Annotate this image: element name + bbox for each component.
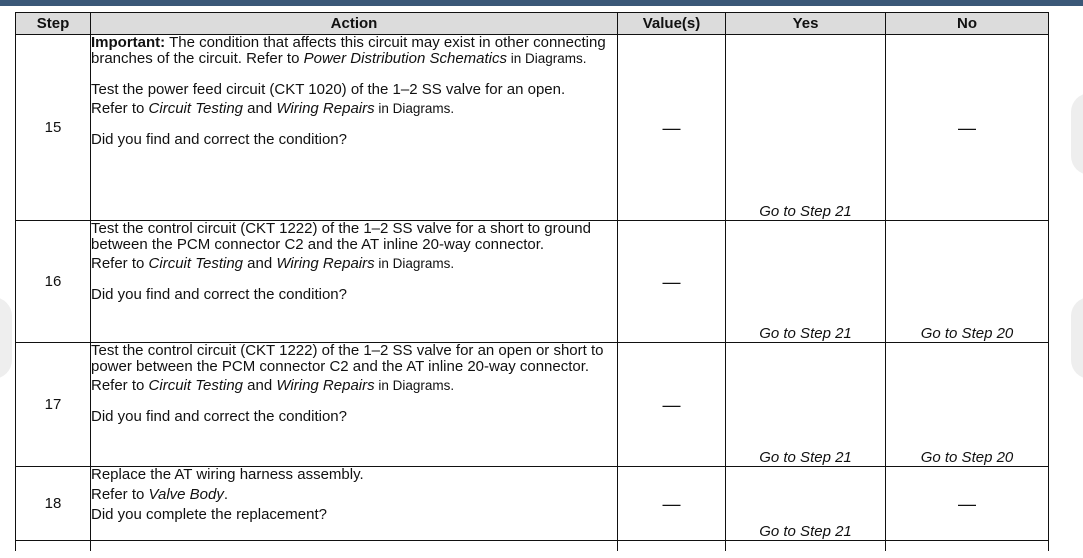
wiring-repairs-link: Wiring Repairs <box>276 255 375 272</box>
no-cell: Go to Step 20 <box>886 343 1049 467</box>
diagnostic-procedure-table <box>15 12 1049 551</box>
question: Did you find and correct the condition? <box>91 286 347 303</box>
header-no: No <box>886 13 1049 35</box>
table-row-partial <box>16 541 1049 552</box>
table-row <box>16 221 1049 343</box>
important-text: The condition that affects this circuit may exist in other connecting branches of the circuit. Refer to <box>91 34 606 67</box>
question: Did you complete the replacement? <box>91 506 327 523</box>
table-row <box>16 343 1049 467</box>
circuit-testing-link: Circuit Testing <box>148 100 244 117</box>
table-row <box>16 467 1049 541</box>
header-values: Value(s) <box>618 13 726 35</box>
action-cell <box>91 467 618 541</box>
yes-cell: Go to Step 21 <box>726 343 886 467</box>
action-cell <box>91 221 618 343</box>
top-window-bar <box>0 0 1083 6</box>
test-instruction: Test the power feed circuit (CKT 1020) of the 1–2 SS valve for an open. <box>91 81 566 98</box>
header-yes: Yes <box>726 13 886 35</box>
yes-cell: Go to Step 21 <box>726 221 886 343</box>
important-tail: in Diagrams. <box>507 51 587 66</box>
test-instruction: Test the control circuit (CKT 1222) of the 1–2 SS valve for a short to ground between the PCM connector C2 and the AT inline 20-way connector. <box>91 220 591 253</box>
header-step: Step <box>16 13 91 35</box>
wiring-repairs-link: Wiring Repairs <box>276 100 375 117</box>
important-label: Important: <box>91 34 166 51</box>
table-header-row <box>16 13 1049 35</box>
no-cell: — <box>886 35 1049 221</box>
header-action: Action <box>91 13 618 35</box>
yes-cell: Go to Step 21 <box>726 467 886 541</box>
valve-body-link: Valve Body <box>148 486 224 503</box>
wiring-repairs-link: Wiring Repairs <box>276 377 375 394</box>
action-cell <box>91 343 618 467</box>
step-number: 17 <box>16 343 91 467</box>
value-cell: — <box>618 35 726 221</box>
step-number: 15 <box>16 35 91 221</box>
circuit-testing-link: Circuit Testing <box>148 255 244 272</box>
test-instruction: Test the control circuit (CKT 1222) of the 1–2 SS valve for an open or short to power between the PCM connector C2 and the AT inline 20-way connector. <box>91 342 604 375</box>
step-number: 16 <box>16 221 91 343</box>
test-instruction: Replace the AT wiring harness assembly. <box>91 466 364 483</box>
question: Did you find and correct the condition? <box>91 408 347 425</box>
action-cell <box>91 35 618 221</box>
refer-line: Refer to Circuit Testing and Wiring Repairs in Diagrams. <box>91 377 455 394</box>
important-link: Power Distribution Schematics <box>303 50 508 67</box>
important-note <box>91 35 617 67</box>
refer-line: Refer to Circuit Testing and Wiring Repairs in Diagrams. <box>91 100 455 117</box>
no-cell: Go to Step 20 <box>886 221 1049 343</box>
value-cell: — <box>618 221 726 343</box>
value-cell: — <box>618 343 726 467</box>
question: Did you find and correct the condition? <box>91 131 347 148</box>
previous-page-button[interactable] <box>0 297 12 379</box>
yes-cell: Go to Step 21 <box>726 35 886 221</box>
table-row <box>16 35 1049 221</box>
circuit-testing-link: Circuit Testing <box>148 377 244 394</box>
value-cell: — <box>618 467 726 541</box>
step-number: 18 <box>16 467 91 541</box>
refer-line: Refer to Valve Body. <box>91 486 229 503</box>
next-page-button[interactable] <box>1071 297 1083 379</box>
no-cell: — <box>886 467 1049 541</box>
refer-line: Refer to Circuit Testing and Wiring Repairs in Diagrams. <box>91 255 455 272</box>
side-nav-button[interactable] <box>1071 93 1083 175</box>
